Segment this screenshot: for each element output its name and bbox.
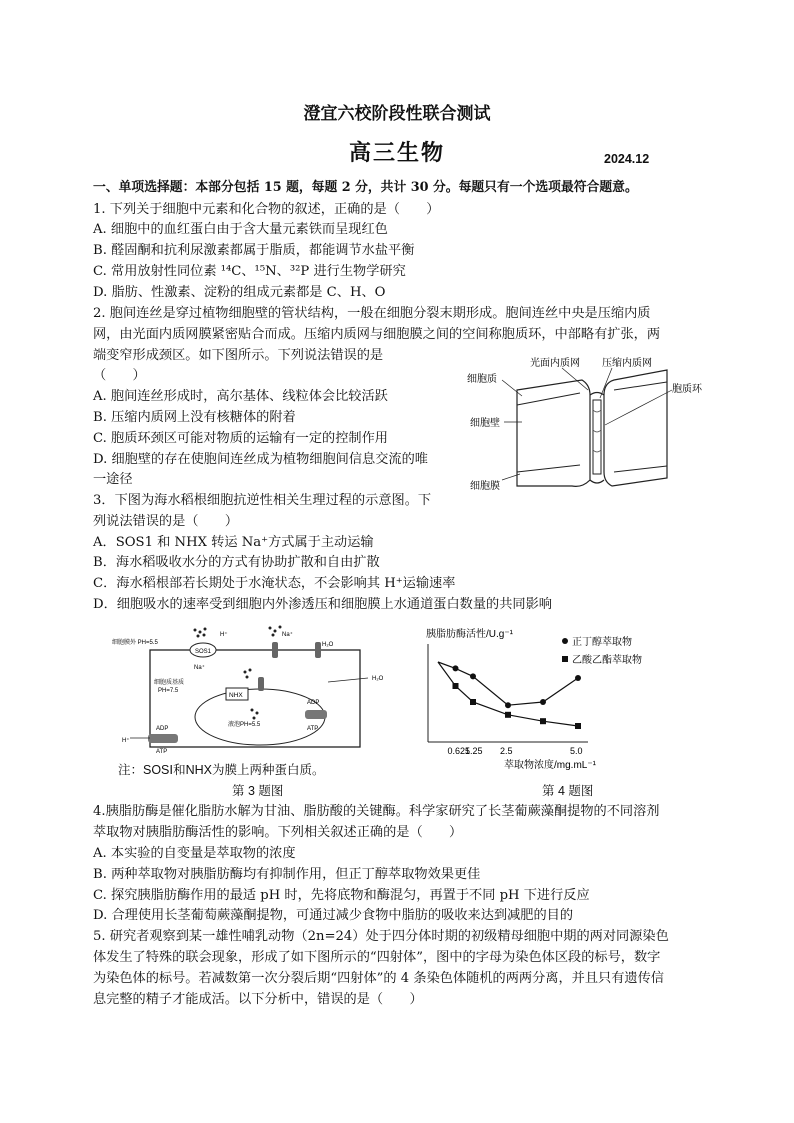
q2-line3: 端变窄形成颈区。如下图所示。下列说法错误的是 xyxy=(93,348,384,363)
label-membrane: 细胞膜 xyxy=(470,481,500,492)
legend-marker-circle xyxy=(562,638,568,644)
q3-option-b: B．海水稻吸收水分的方式有协助扩散和自由扩散 xyxy=(93,555,380,570)
label-adp-2: ADP xyxy=(156,726,169,732)
data-point-circle xyxy=(575,675,581,681)
q1-option-d: D. 脂肪、性激素、淀粉的组成元素都是 C、H、O xyxy=(93,285,386,300)
label-h-1: H⁺ xyxy=(220,632,228,638)
x-tick-label: 2.5 xyxy=(500,746,513,756)
label-smooth-er: 光面内质网 xyxy=(530,358,580,369)
data-point-square xyxy=(470,699,476,705)
q2-option-d: D. 细胞壁的存在使胞间连丝成为植物细胞间信息交流的唯 xyxy=(93,452,428,467)
label-nhx: NHX xyxy=(229,692,243,699)
label-compressed-er: 压缩内质网 xyxy=(602,358,652,369)
label-sos1: SOS1 xyxy=(195,649,212,655)
q4-option-c: C. 探究胰脂肪酶作用的最适 pH 时，先将底物和酶混匀，再置于不同 pH 下进行反应 xyxy=(93,888,590,903)
label-cytoplasm: 细胞质 xyxy=(467,374,497,385)
q4-figure-caption: 第 4 题图 xyxy=(542,784,594,798)
q2-option-c: C. 胞质环颈区可能对物质的运输有一定的控制作用 xyxy=(93,431,388,446)
legend-series-1: 正丁醇萃取物 xyxy=(572,637,632,648)
data-point-square xyxy=(453,683,459,689)
plasmodesmata-diagram xyxy=(462,350,712,495)
q4-line2: 萃取物对胰脂肪酶活性的影响。下列相关叙述正确的是（ ） xyxy=(93,825,463,840)
label-h2o-1: H₂O xyxy=(322,642,334,648)
exam-title: 澄宜六校阶段性联合测试 xyxy=(303,104,491,124)
q5-line3: 为染色体的标号。若减数第一次分裂后期“四射体”的 4 条染色体随机的两两分离，并且只有遗传信 xyxy=(93,971,664,986)
label-cyto-ring: 胞质环 xyxy=(672,384,702,395)
q3-line1: 3．下图为海水稻根细胞抗逆性相关生理过程的示意图。下 xyxy=(93,493,432,508)
label-matrix: 细胞质基质 xyxy=(154,680,185,686)
subject-title: 高三生物 xyxy=(348,140,445,166)
chart-xlabel: 萃取物浓度/mg.mL⁻¹ xyxy=(504,760,596,771)
section-heading: 一、单项选择题：本部分包括 15 题，每题 2 分，共计 30 分。每题只有一个选项最符合题意。 xyxy=(93,180,638,195)
q2-line4: （ ） xyxy=(93,368,146,383)
legend-series-2: 乙酸乙酯萃取物 xyxy=(572,655,642,666)
q5-line4: 息完整的精子才能成活。以下分析中，错误的是（ ） xyxy=(93,992,423,1007)
exam-date: 2024.12 xyxy=(604,152,650,166)
label-atp-2: ATP xyxy=(156,749,168,755)
chart-legend xyxy=(562,635,642,666)
q2-line1: 2. 胞间连丝是穿过植物细胞壁的管状结构，一般在细胞分裂末期形成。胞间连丝中央是压缩内质 xyxy=(93,306,651,321)
q3-option-a: A．SOS1 和 NHX 转运 Na⁺方式属于主动运输 xyxy=(93,535,374,550)
q2-option-b: B. 压缩内质网上没有核糖体的附着 xyxy=(93,410,296,425)
legend-marker-square xyxy=(562,656,568,662)
q3-figure-caption: 第 3 题图 xyxy=(232,784,284,798)
q3-figure-note: 注：SOSⅠ和NHX为膜上两种蛋白质。 xyxy=(118,763,325,777)
label-h-2: H⁺ xyxy=(122,738,130,744)
label-h2o-2: H₂O xyxy=(372,676,384,682)
label-atp-1: ATP xyxy=(307,726,319,732)
data-point-square xyxy=(575,723,581,729)
lipase-activity-chart xyxy=(418,624,678,774)
data-point-circle xyxy=(505,702,511,708)
chart-ylabel: 胰脂肪酶活性/U.g⁻¹ xyxy=(426,629,513,640)
data-point-circle xyxy=(470,673,476,679)
label-vacuole: 液泡PH=5.5 xyxy=(228,722,261,728)
x-tick-label: 1.25 xyxy=(465,746,483,756)
data-point-circle xyxy=(453,665,459,671)
q1-option-c: C. 常用放射性同位素 ¹⁴C、¹⁵N、³²P 进行生物学研究 xyxy=(93,264,406,279)
q5-line1: 5. 研究者观察到某一雄性哺乳动物（2n=24）处于四分体时期的初级精母细胞中期的两对同源染色 xyxy=(93,929,669,944)
q1-option-a: A. 细胞中的血红蛋白由于含大量元素铁而呈现红色 xyxy=(93,222,388,237)
label-na-2: Na⁺ xyxy=(282,632,293,638)
label-outside: 细胞膜外 PH=5.5 xyxy=(112,640,158,646)
label-cell-wall: 细胞壁 xyxy=(470,418,500,429)
data-point-square xyxy=(540,718,546,724)
root-cell-diagram xyxy=(110,622,400,757)
q2-line2: 网，由光面内质网膜紧密贴合而成。压缩内质网与细胞膜之间的空间称胞质环，中部略有扩张，两 xyxy=(93,327,661,342)
q2-option-d-cont: 一途径 xyxy=(93,472,133,487)
label-na-1: Na⁺ xyxy=(194,665,205,671)
q4-option-d: D. 合理使用长茎葡萄蕨藻酮提物，可通过减少食物中脂肪的吸收来达到减肥的目的 xyxy=(93,908,574,923)
x-tick-label: 0.625 xyxy=(447,746,471,756)
label-matrix-ph: PH=7.5 xyxy=(158,688,179,694)
data-point-square xyxy=(505,712,511,718)
q1-stem: 1. 下列关于细胞中元素和化合物的叙述，正确的是（ ） xyxy=(93,202,440,217)
q3-option-d: D．细胞吸水的速率受到细胞内外渗透压和细胞膜上水通道蛋白数量的共同影响 xyxy=(93,597,552,612)
q1-option-b: B. 醛固酮和抗利尿激素都属于脂质，都能调节水盐平衡 xyxy=(93,243,415,258)
x-tick-label: 5.0 xyxy=(570,746,583,756)
q4-option-a: A. 本实验的自变量是萃取物的浓度 xyxy=(93,846,296,861)
q2-option-a: A. 胞间连丝形成时，高尔基体、线粒体会比较活跃 xyxy=(93,389,388,404)
data-point-circle xyxy=(540,699,546,705)
q3-option-c: C．海水稻根部若长期处于水淹状态，不会影响其 H⁺运输速率 xyxy=(93,576,456,591)
series-line-1 xyxy=(438,662,578,705)
q4-option-b: B. 两种萃取物对胰脂肪酶均有抑制作用，但正丁醇萃取物效果更佳 xyxy=(93,867,481,882)
q5-line2: 体发生了特殊的联会现象，形成了如下图所示的“四射体”，图中的字母为染色体区段的标号，数字 xyxy=(93,950,661,965)
q4-line1: 4.胰脂肪酶是催化脂肪水解为甘油、脂肪酸的关键酶。科学家研究了长茎葡蕨藻酮提物的不同溶剂 xyxy=(93,804,660,819)
q3-line2: 列说法错误的是（ ） xyxy=(93,514,239,529)
label-adp-1: ADP xyxy=(307,700,320,706)
